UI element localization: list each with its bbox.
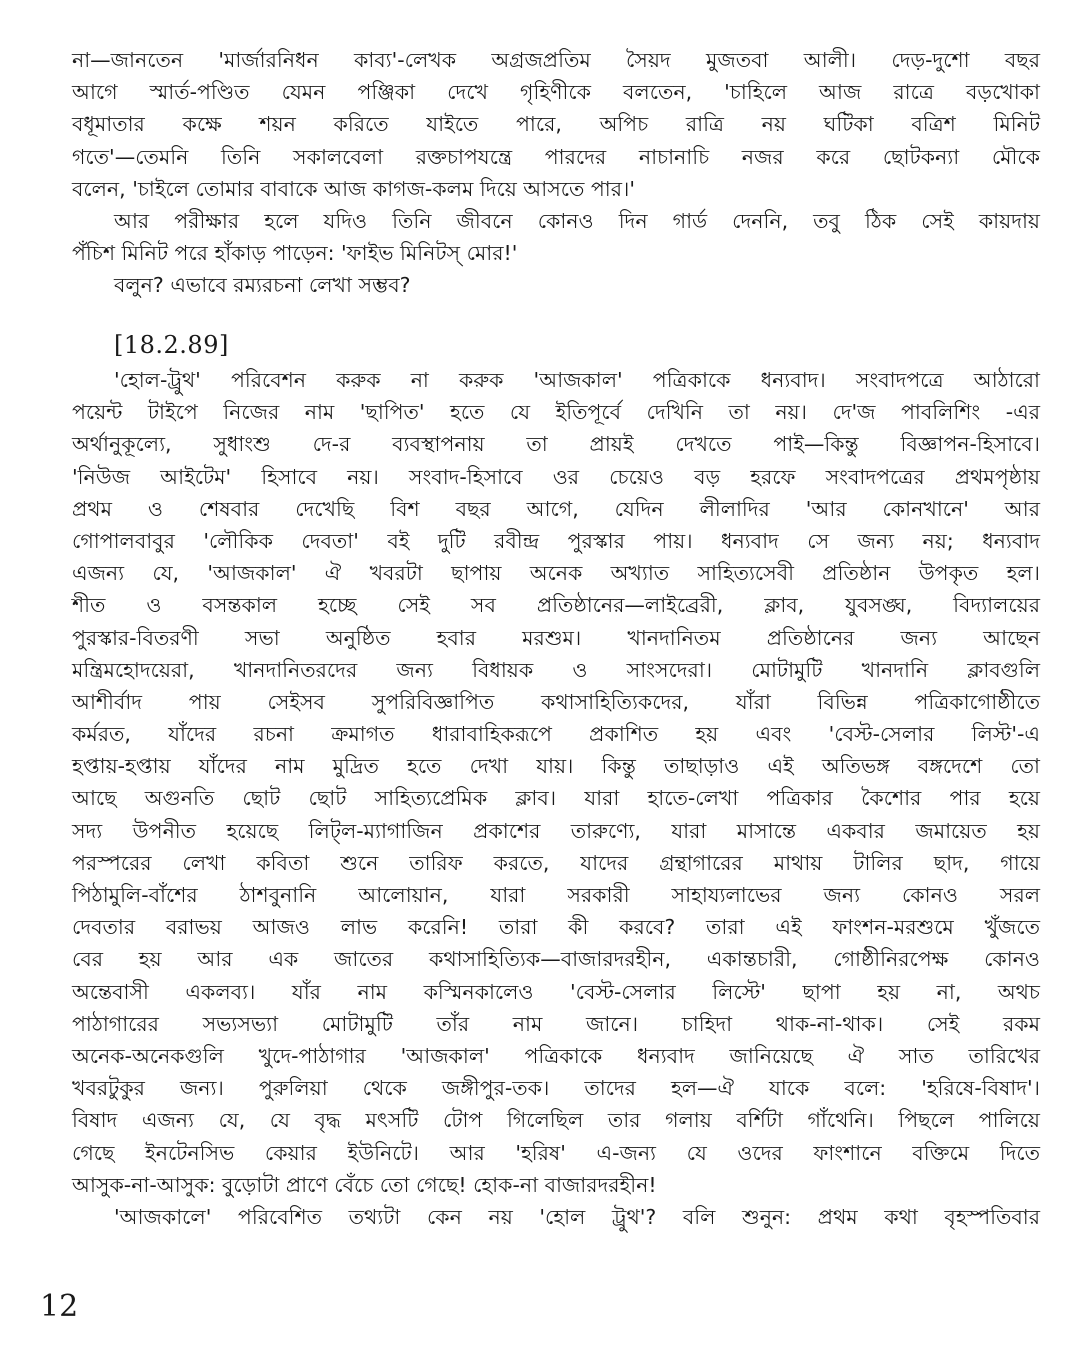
text-line: খবরটুকুর জন্য। পুরুলিয়া থেকে জঙ্গীপুর-তক। তাদের হল—ঐ যাকে বলে: 'হরিষে-বিষাদ'। xyxy=(72,1076,1040,1101)
text-line: অন্তেবাসী একলব্য। যাঁর নাম কস্মিনকালেও 'বেস্ট-সেলার লিস্টে' ছাপা হয় না, অথচ xyxy=(72,979,1040,1004)
text-line: আর পরীক্ষার হলে যদিও তিনি জীবনে কোনও দিন গার্ড দেননি, তবু ঠিক সেই কায়দায় xyxy=(114,208,1040,233)
text-line: বলুন? এভাবে রম্যরচনা লেখা সম্ভব? xyxy=(114,273,411,298)
text-line: বধূমাতার কক্ষে শয়ন করিতে যাইতে পারে, অপিচ রাত্রি নয় ঘটিকা বত্রিশ মিনিট xyxy=(72,112,1040,137)
text-line: পাঠাগারের সভ্যসভ্যা মোটামুটি তাঁর নাম জানে। চাহিদা থাক-না-থাক। সেই রকম xyxy=(72,1011,1040,1036)
page-number: 12 xyxy=(40,1289,79,1324)
text-line: না—জানতেন 'মার্জারনিধন কাব্য'-লেখক অগ্রজপ্রতিম সৈয়দ মুজতবা আলী। দেড়-দুশো বছর xyxy=(72,48,1040,72)
text-line: শীত ও বসন্তকাল হচ্ছে সেই সব প্রতিষ্ঠানের—লাইব্রেরী, ক্লাব, যুবসঙ্ঘ, বিদ্যালয়ের xyxy=(72,593,1040,618)
text-line: পয়েন্ট টাইপে নিজের নাম 'ছাপিত' হতে যে ইতিপূর্বে দেখিনি তা নয়। দে'জ পাবলিশিং -এর xyxy=(72,400,1040,425)
text-line: কর্মরত, যাঁদের রচনা ক্রমাগত ধারাবাহিকরূপে প্রকাশিত হয় এবং 'বেস্ট-সেলার লিস্ট'-এ xyxy=(72,722,1040,747)
text-line: আসুক-না-আসুক: বুড়োটা প্রাণে বেঁচে তো গেছে! হোক-না বাজারদরহীন! xyxy=(72,1172,657,1197)
text-line: দেবতার বরাভয় আজও লাভ করেনি! তারা কী করবে? তারা এই ফাংশন-মরশুমে খুঁজতে xyxy=(72,915,1040,940)
text-line: 'হোল-ট্রুথ' পরিবেশন করুক না করুক 'আজকাল' পত্রিকাকে ধন্যবাদ। সংবাদপত্রে আঠারো xyxy=(114,368,1040,392)
paragraph-block-main xyxy=(72,364,1040,1233)
text-line: এজন্য যে, 'আজকাল' ঐ খবরটা ছাপায় অনেক অখ্যাত সাহিত্যসেবী প্রতিষ্ঠান উপকৃত হল। xyxy=(72,561,1040,586)
text-line: বিষাদ এজন্য যে, যে বৃদ্ধ মৎসটি টোপ গিলেছিল তার গলায় বর্শিটা গাঁথেনি। পিছলে পালিয়ে xyxy=(72,1108,1040,1133)
paragraph-block-previous xyxy=(72,44,1040,302)
text-line: মন্ত্রিমহোদয়েরা, খানদানিতরদের জন্য বিধায়ক ও সাংসদেরা। মোটামুটি খানদানি ক্লাবগুলি xyxy=(72,657,1040,682)
text-line: 'নিউজ আইটেম' হিসাবে নয়। সংবাদ-হিসাবে ওর চেয়েও বড় হরফে সংবাদপত্রের প্রথমপৃষ্ঠায় xyxy=(72,464,1040,489)
text-line: পিঠামুলি-বাঁশের ঠাশবুনানি আলোয়ান, যারা সরকারী সাহায্যলাভের জন্য কোনও সরল xyxy=(72,883,1040,907)
text-line: আশীর্বাদ পায় সেইসব সুপরিবিজ্ঞাপিত কথাসাহিত্যিকদের, যাঁরা বিভিন্ন পত্রিকাগোষ্ঠীতে xyxy=(72,689,1040,714)
text-line: গোপালবাবুর 'লৌকিক দেবতা' বই দুটি রবীন্দ্র পুরস্কার পায়। ধন্যবাদ সে জন্য নয়; ধন্যবাদ xyxy=(72,528,1040,553)
text-line: পঁচিশ মিনিট পরে হাঁকাড় পাড়েন: 'ফাইভ মিনিটস্ মোর!' xyxy=(72,241,518,266)
text-line: 'আজকালে' পরিবেশিত তথ্যটা কেন নয় 'হোল ট্রুথ'? বলি শুনুন: প্রথম কথা বৃহস্পতিবার xyxy=(114,1204,1040,1229)
text-line: সদ্য উপনীত হয়েছে লিট্ল-ম্যাগাজিন প্রকাশের তারুণ্যে, যারা মাসান্তে একবার জমায়েত হয় xyxy=(72,818,1040,843)
text-line: গেছে ইনটেনসিভ কেয়ার ইউনিটে। আর 'হরিষ' এ-জন্য যে ওদের ফাংশানে বক্তিমে দিতে xyxy=(72,1140,1040,1165)
text-line: হপ্তায়-হপ্তায় যাঁদের নাম মুদ্রিত হতে দেখা যায়। কিন্তু তাছাড়াও এই অতিভঙ্গ বঙ্গদেশে তো xyxy=(72,754,1040,779)
text-line: আগে স্মার্ত-পণ্ডিত যেমন পঞ্জিকা দেখে গৃহিণীকে বলতেন, 'চাহিলে আজ রাত্রে বড়খোকা xyxy=(72,80,1040,105)
text-line: গতে'—তেমনি তিনি সকালবেলা রক্তচাপযন্ত্রে পারদের নাচানাচি নজর করে ছোটকন্যা মৌকে xyxy=(72,144,1040,169)
text-line: অনেক-অনেকগুলি খুদে-পাঠাগার 'আজকাল' পত্রিকাকে ধন্যবাদ জানিয়েছে ঐ সাত তারিখের xyxy=(72,1043,1040,1068)
text-line: বের হয় আর এক জাতের কথাসাহিত্যিক—বাজারদরহীন, একান্তচারী, গোষ্ঠীনিরপেক্ষ কোনও xyxy=(72,947,1040,972)
date-heading: [18.2.89] xyxy=(114,331,229,359)
text-line: পুরস্কার-বিতরণী সভা অনুষ্ঠিত হবার মরশুম। খানদানিতম প্রতিষ্ঠানের জন্য আছেন xyxy=(72,625,1040,650)
text-line: অর্থানুকূল্যে, সুধাংশু দে-র ব্যবস্থাপনায় তা প্রায়ই দেখতে পাই—কিন্তু বিজ্ঞাপন-হিসাবে। xyxy=(72,432,1040,457)
text-line: বলেন, 'চাইলে তোমার বাবাকে আজ কাগজ-কলম দিয়ে আসতে পার।' xyxy=(72,176,635,201)
text-line: আছে অগুনতি ছোট ছোট সাহিত্যপ্রেমিক ক্লাব। যারা হাতে-লেখা পত্রিকার কৈশোর পার হয়ে xyxy=(72,786,1040,811)
text-line: প্রথম ও শেষবার দেখেছি বিশ বছর আগে, যেদিন লীলাদির 'আর কোনখানে' আর xyxy=(72,496,1040,521)
text-line: পরস্পরের লেখা কবিতা শুনে তারিফ করতে, যাদের গ্রন্থাগারের মাথায় টালির ছাদ, গায়ে xyxy=(72,850,1040,875)
